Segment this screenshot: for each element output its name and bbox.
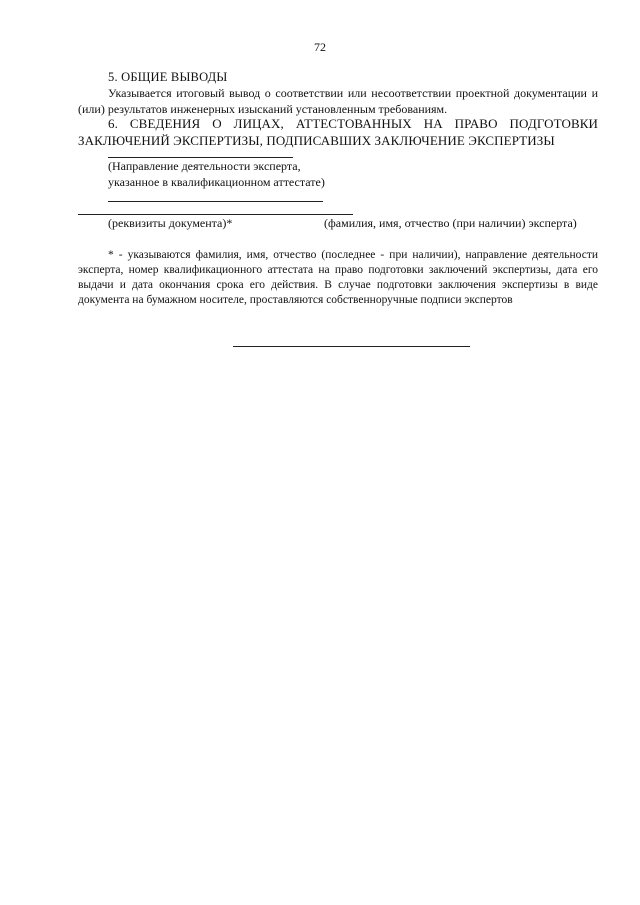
expert-name-caption: (фамилия, имя, отчество (при наличии) эксперта) — [324, 216, 577, 230]
document-details-caption: (реквизиты документа)* — [108, 216, 233, 230]
footnote-text: * - указываются фамилия, имя, отчество (последнее - при наличии), направление деятельности эксперта, номер квалификационного аттестата на право подготовки заключений экспертизы, дата его выдачи и дата окончания срока его действия. В случае подготовки заключения экспертизы в виде документа на бумажном носителе, проставляются собственноручные подписи экспертов — [78, 249, 598, 306]
section-5-heading: 5. ОБЩИЕ ВЫВОДЫ — [108, 70, 228, 84]
page-number: 72 — [314, 40, 326, 54]
direction-caption-line2: указанное в квалификационном аттестате) — [108, 175, 325, 189]
direction-caption-line1: (Направление деятельности эксперта, — [108, 159, 301, 173]
end-separator-line — [233, 346, 470, 347]
section-6-heading: 6. СВЕДЕНИЯ О ЛИЦАХ, АТТЕСТОВАННЫХ НА ПРАВО ПОДГОТОВКИ ЗАКЛЮЧЕНИЙ ЭКСПЕРТИЗЫ, ПОДПИСАВШИХ ЗАКЛЮЧЕНИЕ ЭКСПЕРТИЗЫ — [78, 116, 598, 148]
document-details-line — [78, 214, 353, 215]
section-5-text: Указывается итоговый вывод о соответствии или несоответствии проектной документации и (или) результатов инженерных изысканий установленным требованиям. — [78, 86, 598, 116]
direction-signature-line — [108, 157, 293, 158]
direction-value-line — [108, 201, 323, 202]
